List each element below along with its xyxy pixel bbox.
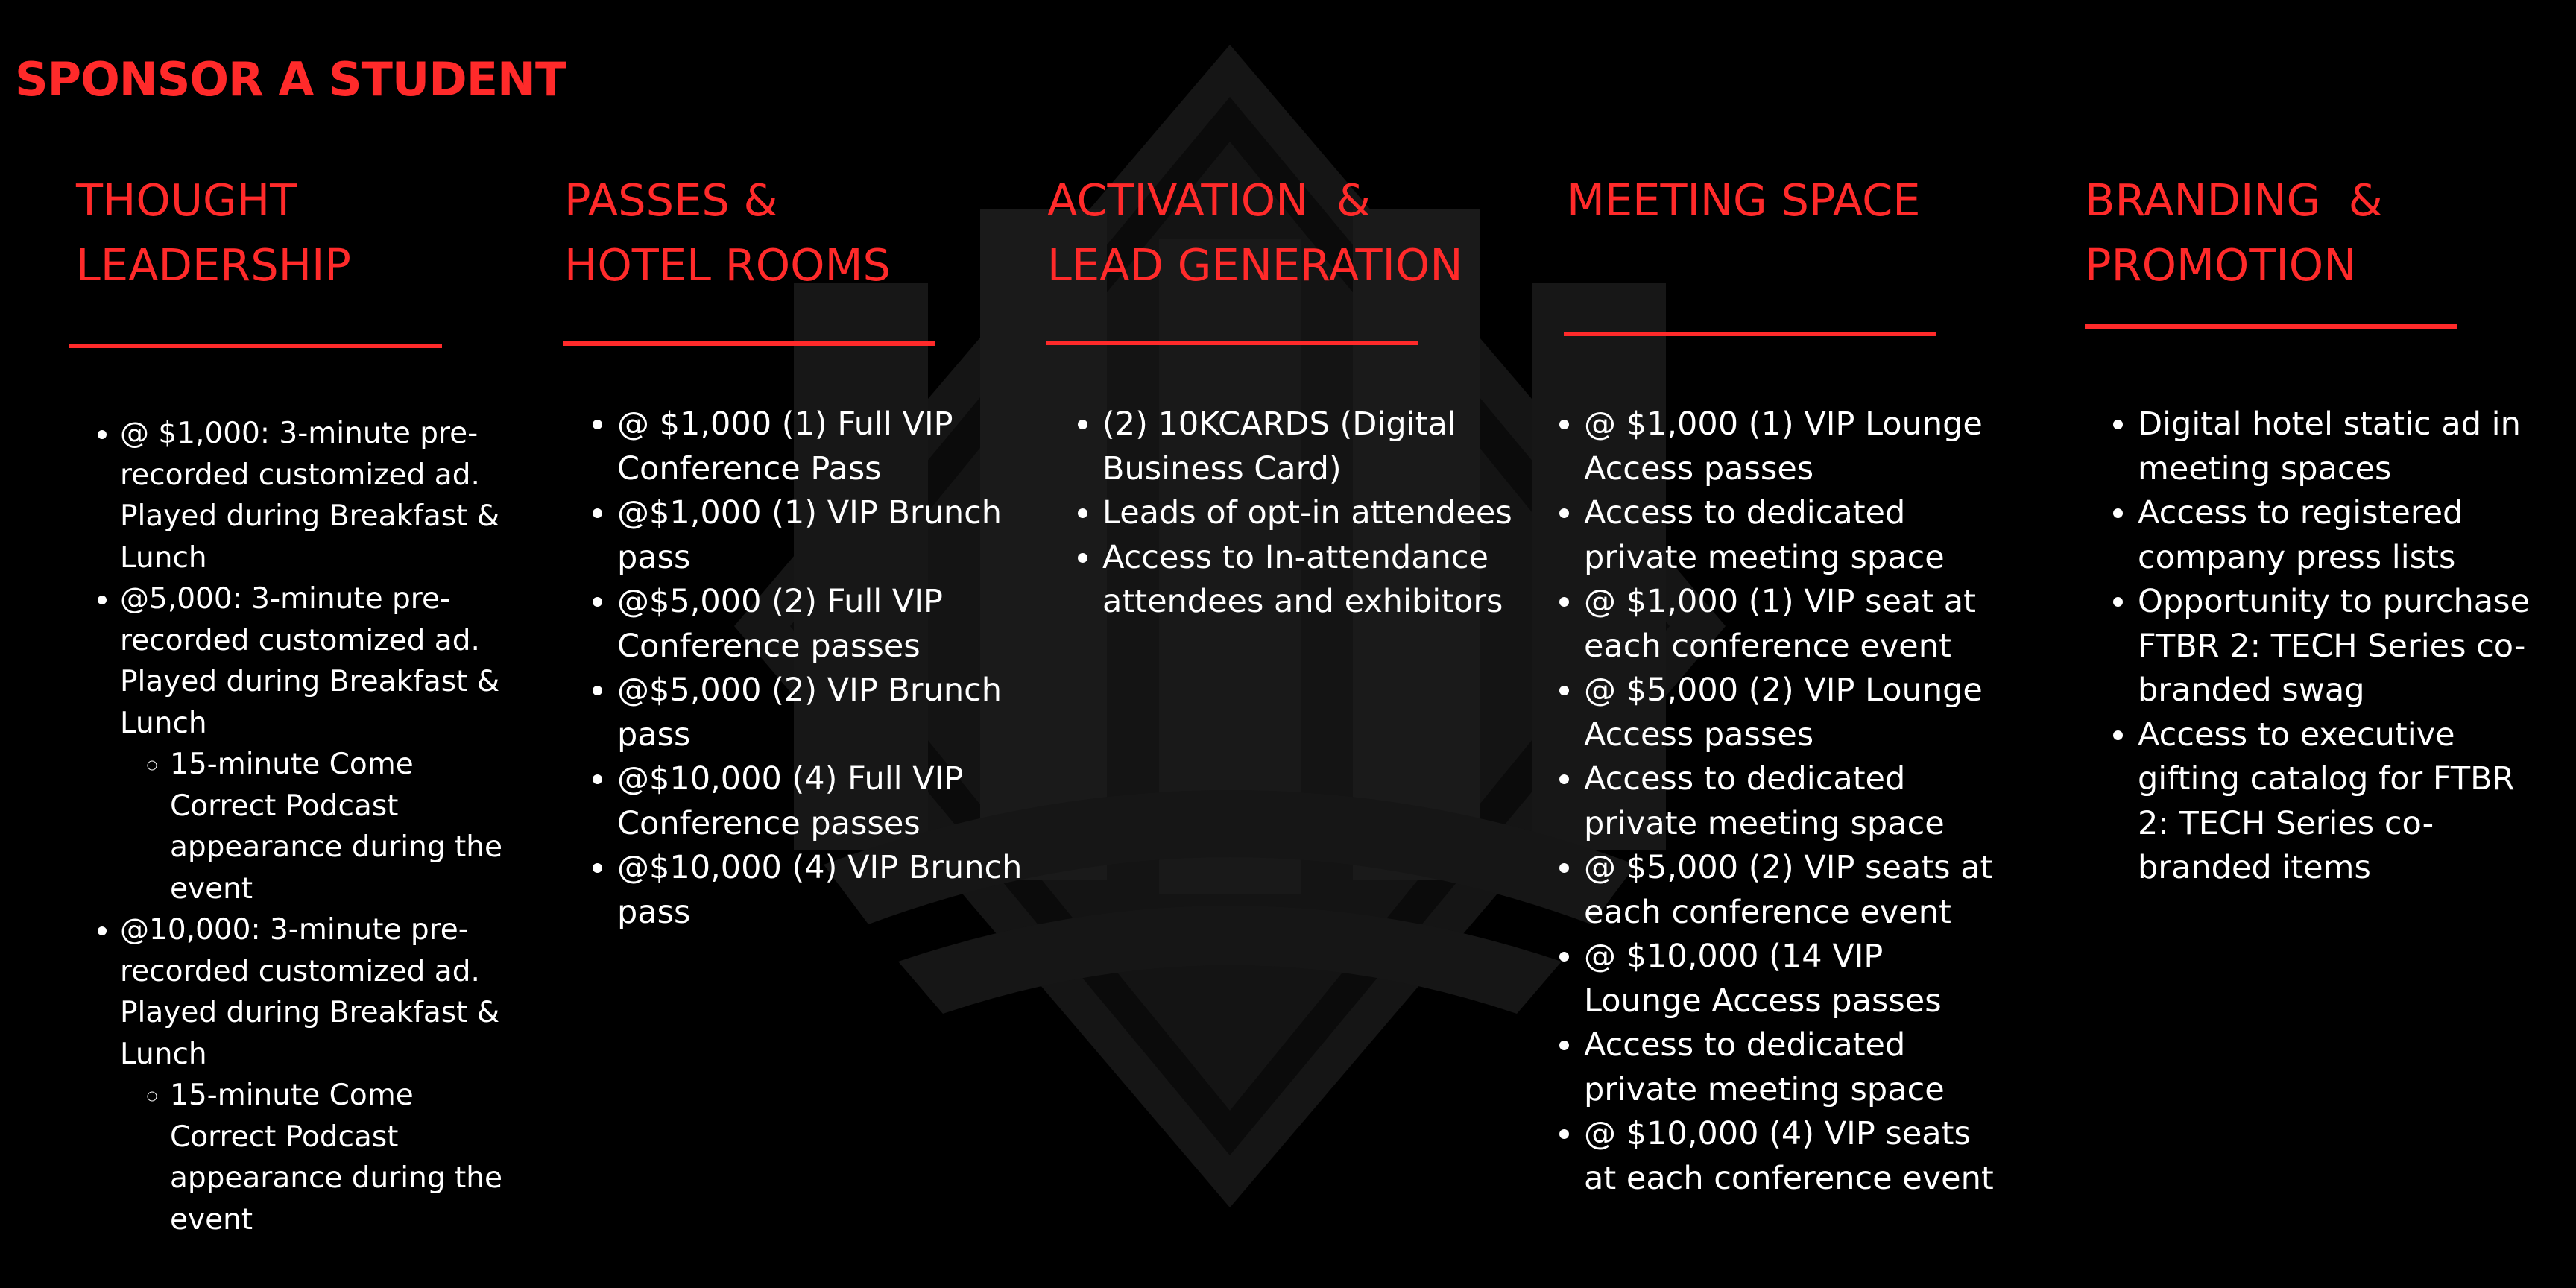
list-item: • Opportunity to purchase FTBR 2: TECH Series co-branded swag: [2138, 580, 2552, 713]
bullet-list: [1551, 402, 1998, 1201]
list-item: • @$10,000 (4) VIP Brunch pass: [617, 846, 1024, 935]
list-item: • @10,000: 3-minute pre-recorded customized ad. Played during Breakfast & Lunch ◦ 15-minute Come Correct Podcast appearance during the event: [120, 909, 512, 1240]
list-item: • Access to dedicated private meeting space: [1584, 491, 1998, 580]
list-item: • @ $10,000 (4) VIP seats at each conference event: [1584, 1112, 1998, 1201]
list-item: • @ $1,000 (1) VIP Lounge Access passes: [1584, 402, 1998, 491]
heading-divider: [1046, 341, 1418, 345]
list-item: • @5,000: 3-minute pre-recorded customized ad. Played during Breakfast & Lunch ◦ 15-minute Come Correct Podcast appearance during the event: [120, 578, 512, 909]
column-heading: MEETING SPACE: [1567, 174, 1921, 226]
list-item: • Access to dedicated private meeting space: [1584, 757, 1998, 846]
bullet-list: [2105, 402, 2552, 891]
list-item: • @$10,000 (4) Full VIP Conference passes: [617, 757, 1024, 846]
list-item: • Access to In-attendance attendees and exhibitors: [1102, 536, 1539, 625]
list-item: • Digital hotel static ad in meeting spaces: [2138, 402, 2552, 491]
list-item: • Access to executive gifting catalog for FTBR 2: TECH Series co-branded items: [2138, 713, 2552, 891]
column-heading: THOUGHT LEADERSHIP: [76, 174, 352, 291]
list-item: • (2) 10KCARDS (Digital Business Card): [1102, 402, 1539, 491]
column-branding-promotion: [2085, 168, 2547, 297]
heading-divider: [1564, 332, 1936, 336]
column-thought-leadership: [76, 168, 516, 297]
bullet-list: [87, 413, 512, 1240]
column-passes-hotel-rooms-list: [584, 402, 1024, 935]
sub-list: [120, 744, 512, 909]
list-item: • @ $5,000 (2) VIP seats at each conference event: [1584, 846, 1998, 935]
list-item: • @ $5,000 (2) VIP Lounge Access passes: [1584, 669, 1998, 757]
page-title: SPONSOR A STUDENT: [15, 52, 566, 107]
list-item: • @$5,000 (2) Full VIP Conference passes: [617, 580, 1024, 669]
column-passes-hotel-rooms: [564, 168, 1026, 297]
list-item: • Leads of opt-in attendees: [1102, 491, 1539, 536]
list-item: • Access to registered company press lists: [2138, 491, 2552, 580]
bullet-list: [584, 402, 1024, 935]
list-item: • @ $1,000: 3-minute pre-recorded customized ad. Played during Breakfast & Lunch: [120, 413, 512, 578]
list-item: • @ $10,000 (14 VIP Lounge Access passes: [1584, 935, 1998, 1023]
heading-divider: [2085, 324, 2457, 329]
list-item: • @$1,000 (1) VIP Brunch pass: [617, 491, 1024, 580]
list-item: • Access to dedicated private meeting space: [1584, 1023, 1998, 1112]
column-meeting-space: [1567, 168, 2029, 233]
column-activation-lead-generation: [1047, 168, 1569, 297]
list-item: • @$5,000 (2) VIP Brunch pass: [617, 669, 1024, 757]
bullet-list: [1070, 402, 1539, 625]
heading-divider: [563, 341, 935, 346]
column-heading: ACTIVATION & LEAD GENERATION: [1047, 174, 1463, 291]
sub-list: [120, 1075, 512, 1240]
list-item: • @ $1,000 (1) Full VIP Conference Pass: [617, 402, 1024, 491]
column-heading: PASSES & HOTEL ROOMS: [564, 174, 891, 291]
sub-list-item: ◦ 15-minute Come Correct Podcast appearance during the event: [170, 1075, 512, 1240]
list-item: • @ $1,000 (1) VIP seat at each conference event: [1584, 580, 1998, 669]
column-heading: BRANDING & PROMOTION: [2085, 174, 2383, 291]
column-meeting-space-list: [1551, 402, 1998, 1201]
column-thought-leadership-list: [87, 413, 512, 1240]
sub-list-item: ◦ 15-minute Come Correct Podcast appearance during the event: [170, 744, 512, 909]
column-branding-promotion-list: [2105, 402, 2552, 891]
column-activation-lead-generation-list: [1070, 402, 1539, 625]
heading-divider: [69, 344, 442, 348]
